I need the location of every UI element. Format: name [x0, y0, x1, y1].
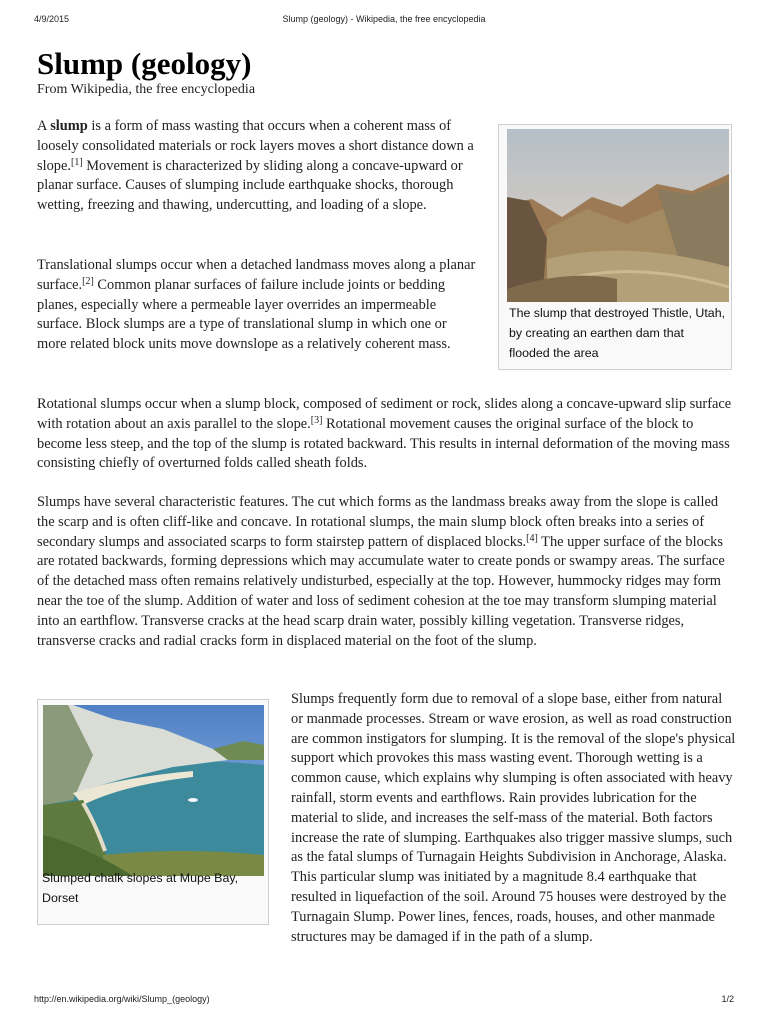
paragraph-causes-text: Slumps frequently form due to removal of a slope base, either from natural or manmade processes. Stream or wave erosion, as well as road construction are common instigators for slumping. It is the removal of the slope's physical support which provokes this mass wasting event. Thorough wetting is a common cause, which explains why slumping is often associated with heavy rainfall, storm events and earthflows. Rain provides lubrication for the material to slide, and increases the self-mass of the material. Both factors increase the rate of slumping. Earthquakes also trigger massive slumps, such as the fatal slumps of Turnagain Heights Subdivision in Anchorage, Alaska. This particular slump was initiated by a magnitude 8.4 earthquake that resulted in liquefaction of the soil. Around 75 houses were destroyed by the Turnagain Slump. Power lines, fences, roads, houses, and other manmade structures may be damaged if in the path of a slump.: [291, 691, 736, 945]
paragraph-intro: [37, 117, 477, 216]
p1-bold-term: slump: [50, 118, 88, 134]
footer-page-number: 1/2: [721, 994, 734, 1004]
page-subtitle: From Wikipedia, the free encyclopedia: [37, 82, 256, 97]
caption-mupe: Slumped chalk slopes at Mupe Bay, Dorset: [42, 871, 239, 905]
p1-text-c: Movement is characterized by sliding along a concave-upward or planar surface. Causes of slumping include earthquake shocks, thorough wetting, freezing and thawing, undercutting, and loading of a slope.: [37, 157, 463, 214]
citation-ref-2[interactable]: [2]: [82, 275, 94, 287]
paragraph-rotational: [37, 395, 737, 474]
p3-text-b: Rotational movement causes the original surface of the block to become less steep, and the top of the slump is rotated backward. This results in internal deformation of the moving mass consisting chiefly of overturned folds called sheath folds.: [37, 415, 730, 472]
citation-ref-1[interactable]: [1]: [70, 156, 83, 168]
figure-mupe: [37, 699, 269, 925]
p1-text-a: A: [37, 118, 51, 134]
mupe-bay-photo[interactable]: [43, 705, 264, 876]
thistle-slump-photo[interactable]: [507, 129, 729, 302]
p1-text-b: is a form of mass wasting that occurs when a coherent mass of loosely consolidated materials or rock layers moves a short distance down a slope.: [37, 118, 474, 174]
p2-text-b: Common planar surfaces of failure include joints or bedding planes, especially where a permeable layer overrides an impermeable surface. Block slumps are a type of translational slump in which one or more related block units move downslope as a relatively coherent mass.: [37, 276, 451, 353]
page-title: Slump (geology): [37, 46, 252, 81]
footer-url[interactable]: http://en.wikipedia.org/wiki/Slump_(geology): [34, 994, 210, 1004]
print-date: 4/9/2015: [34, 14, 70, 24]
paragraph-translational: [37, 256, 477, 355]
p4-text-a: Slumps have several characteristic features. The cut which forms as the landmass breaks away from the slope is called the scarp and is often cliff-like and concave. In rotational slumps, the main slump block often breaks into a series of secondary slumps and associated scarps to form stairstep pattern of displaced blocks.: [37, 494, 719, 550]
p4-text-b: The upper surface of the blocks are rotated backwards, forming depressions which may accumulate water to create ponds or swampy areas. The surface of the detached mass often remains relatively undisturbed, especially at the top. However, hummocky ridges may form near the toe of the slump. Addition of water and loss of sediment cohesion at the toe may transform slumping material into an earthflow. Transverse cracks at the head scarp drain water, possibly killing vegetation. Transverse ridges, transverse cracks and radial cracks form in displaced material on the foot of the slump.: [37, 533, 725, 649]
citation-ref-4[interactable]: [4]: [526, 532, 538, 544]
p3-text-a: Rotational slumps occur when a slump block, composed of sediment or rock, slides along a concave-upward slip surface with rotation about an axis parallel to the slope.: [37, 396, 732, 432]
paragraph-causes: [37, 690, 737, 947]
figure-thistle: [498, 124, 732, 370]
caption-thistle: The slump that destroyed Thistle, Utah, by creating an earthen dam that flooded the area: [509, 306, 726, 360]
print-page-title: Slump (geology) - Wikipedia, the free encyclopedia: [282, 14, 486, 24]
p2-text-a: Translational slumps occur when a detached landmass moves along a planar surface.: [37, 257, 476, 293]
citation-ref-3[interactable]: [3]: [310, 414, 323, 426]
paragraph-features: [37, 493, 737, 651]
